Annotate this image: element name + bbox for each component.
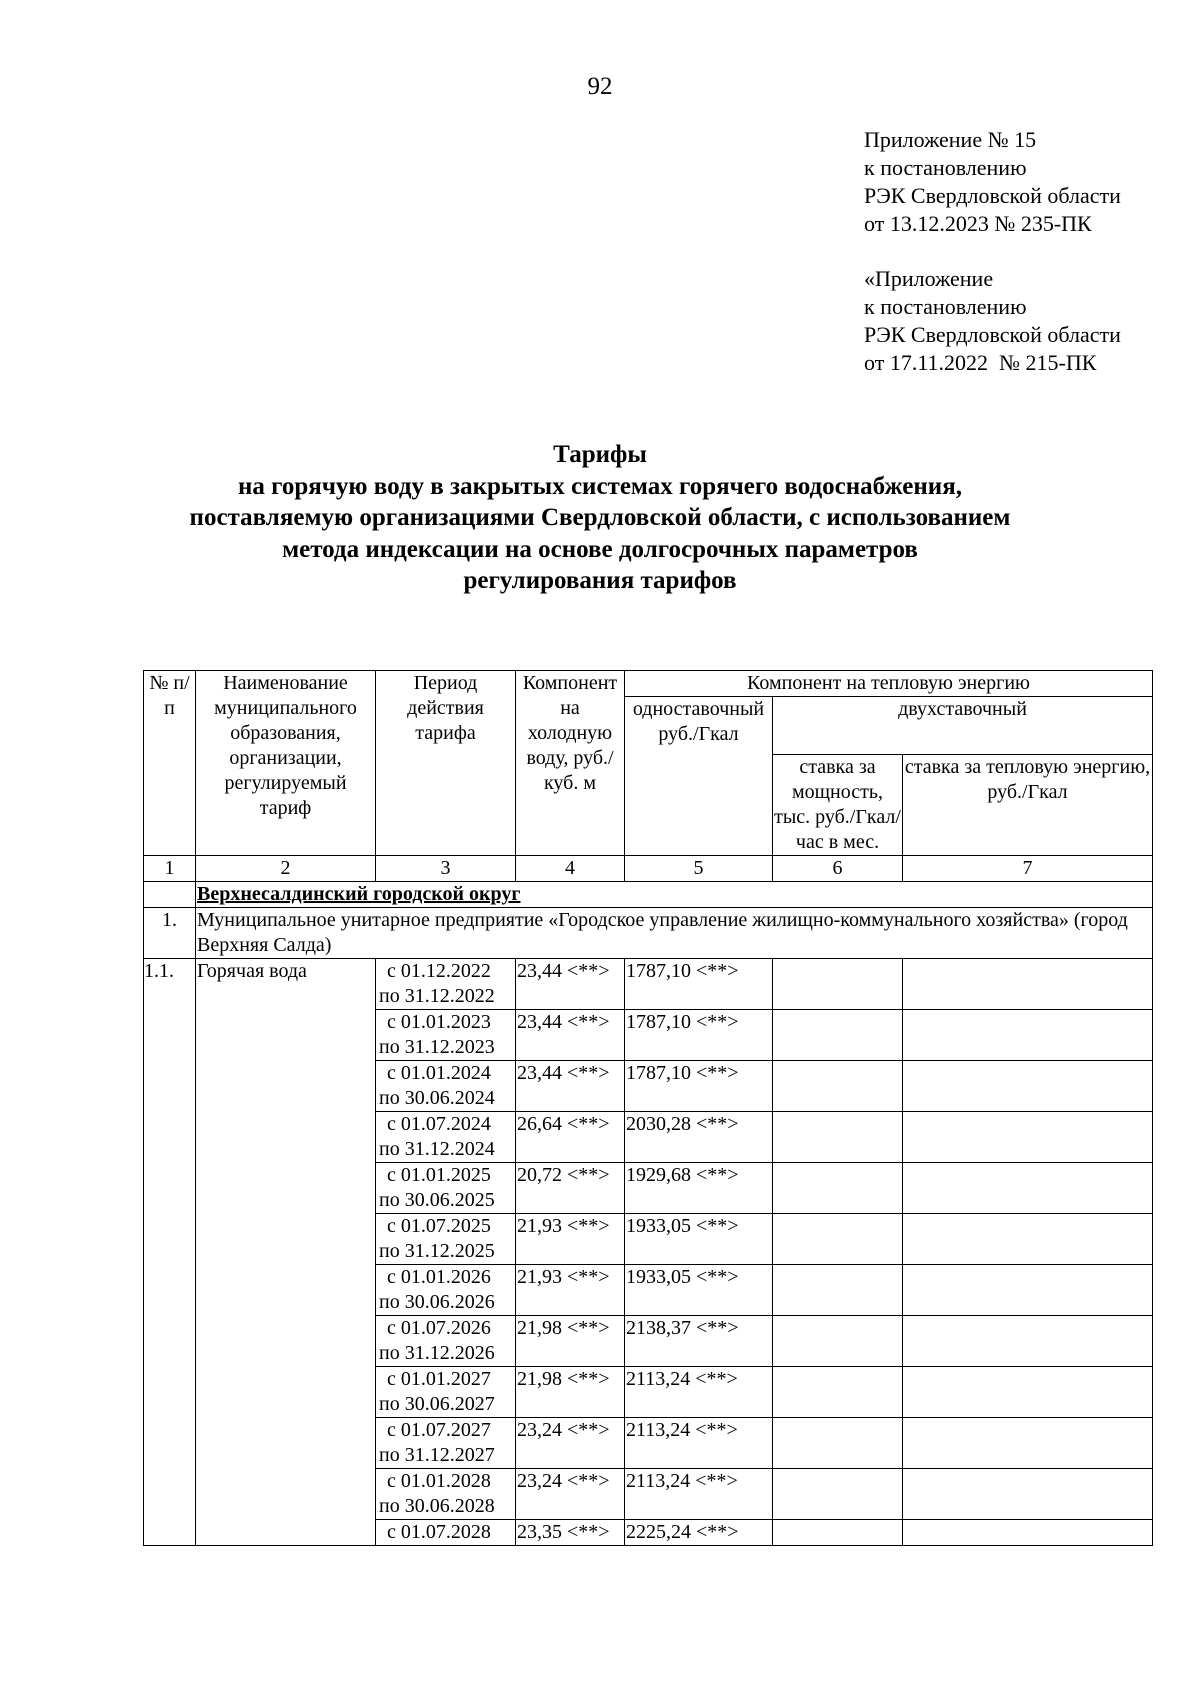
column-number: 6: [773, 856, 903, 882]
cold-water-value: 23,24 <**>: [516, 1469, 625, 1520]
appendix-line: «Приложение: [864, 266, 994, 291]
period-cell: [376, 1010, 516, 1061]
energy-rate-value: [903, 1469, 1153, 1520]
header-energy-rate: ставка за тепловую энергию, руб./Гкал: [903, 755, 1153, 856]
single-rate-value: 2138,37 <**>: [625, 1316, 773, 1367]
energy-rate-value: [903, 1316, 1153, 1367]
title-line: регулирования тарифов: [463, 567, 737, 594]
single-rate-value: 1787,10 <**>: [625, 959, 773, 1010]
header-two-rate: двухставочный: [773, 697, 1153, 755]
single-rate-value: 2113,24 <**>: [625, 1469, 773, 1520]
period-from: с 01.01.2026: [387, 1266, 491, 1288]
header-single-rate: одноставочный руб./Гкал: [625, 697, 773, 856]
energy-rate-value: [903, 1367, 1153, 1418]
title-line: на горячую воду в закрытых системах горячего водоснабжения,: [238, 472, 962, 500]
capacity-rate-value: [773, 1061, 903, 1112]
appendix-line: к постановлению: [864, 155, 1027, 180]
cold-water-value: 23,44 <**>: [516, 1061, 625, 1112]
period-cell: [376, 1418, 516, 1469]
cold-water-value: 20,72 <**>: [516, 1163, 625, 1214]
cold-water-value: 26,64 <**>: [516, 1112, 625, 1163]
capacity-rate-value: [773, 1469, 903, 1520]
capacity-rate-value: [773, 1112, 903, 1163]
period-from: с 01.07.2028: [387, 1521, 491, 1543]
single-rate-value: 1787,10 <**>: [625, 1010, 773, 1061]
organization-row: [144, 908, 1153, 959]
appendix-line: от 13.12.2023 № 235-ПК: [864, 211, 1092, 236]
header-period: Период действия тарифа: [376, 671, 516, 856]
period-from: с 01.07.2027: [387, 1419, 491, 1441]
title-line: поставляемую организациями Свердловской области, с использованием: [189, 504, 1011, 531]
period-cell: [376, 1265, 516, 1316]
period-to: по 31.12.2022: [379, 985, 495, 1007]
period-to: по 31.12.2024: [379, 1138, 495, 1160]
capacity-rate-value: [773, 1214, 903, 1265]
cold-water-value: 23,24 <**>: [516, 1418, 625, 1469]
cold-water-value: 23,44 <**>: [516, 1010, 625, 1061]
period-cell: [376, 1214, 516, 1265]
period-cell: [376, 1367, 516, 1418]
single-rate-value: 2225,24 <**>: [625, 1520, 773, 1546]
page-number: 92: [587, 73, 613, 100]
capacity-rate-value: [773, 1010, 903, 1061]
tariff-table: [143, 670, 1153, 1546]
cold-water-value: 23,44 <**>: [516, 959, 625, 1010]
appendix-current: [864, 126, 1121, 238]
single-rate-value: 1933,05 <**>: [625, 1265, 773, 1316]
energy-rate-value: [903, 1010, 1153, 1061]
capacity-rate-value: [773, 1418, 903, 1469]
single-rate-value: 2113,24 <**>: [625, 1418, 773, 1469]
period-from: с 01.07.2025: [387, 1215, 491, 1237]
tariff-row: [144, 959, 1153, 1010]
period-from: с 01.01.2024: [387, 1062, 491, 1084]
title-line: Тарифы: [553, 441, 647, 468]
appendix-line: РЭК Свердловской области: [864, 183, 1121, 208]
single-rate-value: 2113,24 <**>: [625, 1367, 773, 1418]
period-cell: [376, 1061, 516, 1112]
period-from: с 01.07.2026: [387, 1317, 491, 1339]
energy-rate-value: [903, 1418, 1153, 1469]
appendix-original: [864, 265, 1121, 377]
period-cell: [376, 959, 516, 1010]
service-name: Горячая вода: [196, 959, 376, 1546]
energy-rate-value: [903, 1520, 1153, 1546]
single-rate-value: 2030,28 <**>: [625, 1112, 773, 1163]
period-to: по 30.06.2025: [379, 1189, 495, 1211]
district-cell: [196, 882, 1153, 908]
capacity-rate-value: [773, 1163, 903, 1214]
header-heat-energy: Компонент на тепловую энергию: [625, 671, 1153, 697]
service-num: 1.1.: [144, 959, 196, 1546]
period-cell: [376, 1520, 516, 1546]
cold-water-value: 21,93 <**>: [516, 1214, 625, 1265]
energy-rate-value: [903, 959, 1153, 1010]
column-number: 2: [196, 856, 376, 882]
organization-name: Муниципальное унитарное предприятие «Городское управление жилищно-коммунального хозяйства» (город Верхняя Салда): [196, 908, 1153, 959]
period-to: по 31.12.2027: [379, 1444, 495, 1466]
period-from: с 01.12.2022: [387, 960, 491, 982]
organization-num: 1.: [144, 908, 196, 959]
column-number: 1: [144, 856, 196, 882]
energy-rate-value: [903, 1061, 1153, 1112]
document-title: [0, 439, 1200, 597]
period-to: по 30.06.2027: [379, 1393, 495, 1415]
energy-rate-value: [903, 1112, 1153, 1163]
appendix-line: Приложение № 15: [864, 127, 1037, 152]
period-cell: [376, 1469, 516, 1520]
column-number: 7: [903, 856, 1153, 882]
title-line: метода индексации на основе долгосрочных параметров: [282, 535, 918, 563]
capacity-rate-value: [773, 1265, 903, 1316]
period-from: с 01.07.2024: [387, 1113, 491, 1135]
cold-water-value: 21,93 <**>: [516, 1265, 625, 1316]
energy-rate-value: [903, 1265, 1153, 1316]
appendix-line: от 17.11.2022 № 215-ПК: [864, 350, 1097, 375]
cold-water-value: 23,35 <**>: [516, 1520, 625, 1546]
period-to: по 31.12.2023: [379, 1036, 495, 1058]
period-from: с 01.01.2028: [387, 1470, 491, 1492]
single-rate-value: 1787,10 <**>: [625, 1061, 773, 1112]
single-rate-value: 1933,05 <**>: [625, 1214, 773, 1265]
period-to: по 31.12.2026: [379, 1342, 495, 1364]
cold-water-value: 21,98 <**>: [516, 1316, 625, 1367]
header-num: № п/п: [144, 671, 196, 856]
period-to: по 30.06.2026: [379, 1291, 495, 1313]
energy-rate-value: [903, 1214, 1153, 1265]
period-from: с 01.01.2023: [387, 1011, 491, 1033]
capacity-rate-value: [773, 1520, 903, 1546]
period-to: по 30.06.2024: [379, 1087, 495, 1109]
column-number: 3: [376, 856, 516, 882]
period-from: с 01.01.2027: [387, 1368, 491, 1390]
period-cell: [376, 1163, 516, 1214]
period-to: по 31.12.2025: [379, 1240, 495, 1262]
capacity-rate-value: [773, 959, 903, 1010]
energy-rate-value: [903, 1163, 1153, 1214]
single-rate-value: 1929,68 <**>: [625, 1163, 773, 1214]
appendix-line: РЭК Свердловской области: [864, 322, 1121, 347]
capacity-rate-value: [773, 1316, 903, 1367]
column-number: 4: [516, 856, 625, 882]
appendix-line: к постановлению: [864, 294, 1027, 319]
cold-water-value: 21,98 <**>: [516, 1367, 625, 1418]
period-cell: [376, 1316, 516, 1367]
district-num-cell: [144, 882, 196, 908]
header-row-1: [144, 671, 1153, 697]
column-numbers-row: [144, 856, 1153, 882]
district-row: [144, 882, 1153, 908]
header-cold-water: Компонент на холодную воду, руб./куб. м: [516, 671, 625, 856]
period-cell: [376, 1112, 516, 1163]
capacity-rate-value: [773, 1367, 903, 1418]
district-name: Верхнесалдинский городской округ: [197, 883, 521, 905]
period-from: с 01.01.2025: [387, 1164, 491, 1186]
header-capacity-rate: ставка за мощность, тыс. руб./Гкал/час в мес.: [773, 755, 903, 856]
period-to: по 30.06.2028: [379, 1495, 495, 1517]
column-number: 5: [625, 856, 773, 882]
header-name: Наименование муниципального образования, организации, регулируемый тариф: [196, 671, 376, 856]
